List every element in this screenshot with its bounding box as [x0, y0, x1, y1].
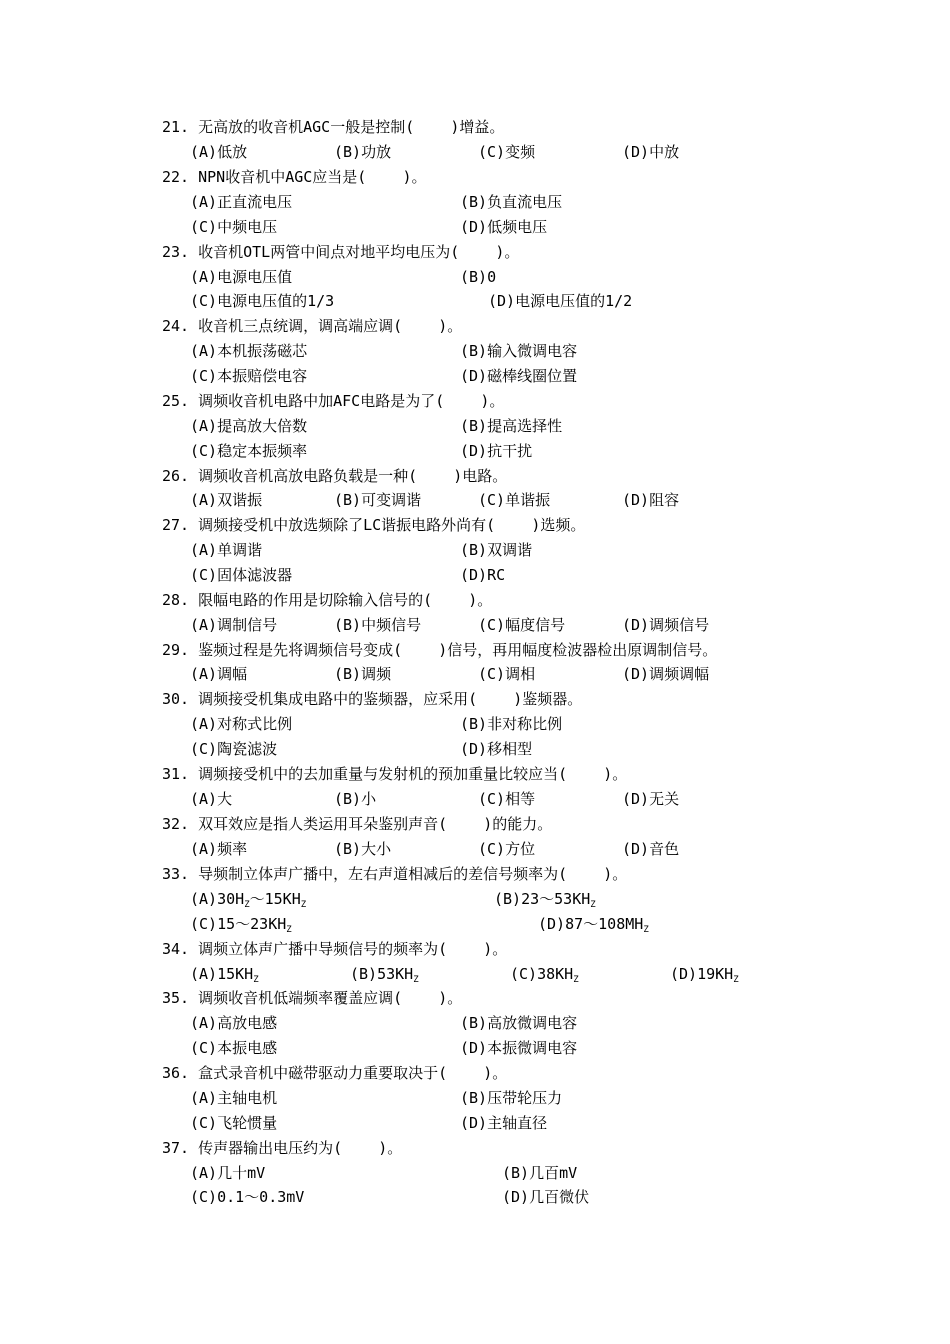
option-36-a: (A)主轴电机 — [190, 1089, 278, 1107]
option-29-a: (A)调幅 — [190, 665, 248, 683]
option-33-d: $(D)87\sim 108MH_Z$ — [538, 915, 649, 935]
question-35: 35. 调频收音机低端频率覆盖应调( )。 — [162, 989, 463, 1007]
option-23-b: (B)0 — [460, 268, 497, 286]
question-26: 26. 调频收音机高放电路负载是一种( )电路。 — [162, 467, 508, 485]
option-21-b: (B)功放 — [334, 143, 392, 161]
option-21-d: (D)中放 — [622, 143, 680, 161]
question-24: 24. 收音机三点统调，调高端应调( )。 — [162, 317, 463, 335]
question-31: 31. 调频接受机中的去加重量与发射机的预加重量比较应当( )。 — [162, 765, 628, 783]
option-32-b: (B)大小 — [334, 840, 392, 858]
option-35-c: (C)本振电感 — [190, 1039, 278, 1057]
option-22-a: (A)正直流电压 — [190, 193, 293, 211]
option-23-c: (C)电源电压值的1/3 — [190, 292, 335, 310]
option-35-b: (B)高放微调电容 — [460, 1014, 578, 1032]
option-21-a: (A)低放 — [190, 143, 248, 161]
option-35-a: (A)高放电感 — [190, 1014, 278, 1032]
option-28-b: (B)中频信号 — [334, 616, 422, 634]
option-34-a: $(A)15KH_Z$ — [190, 965, 259, 985]
option-34-d: $(D)19KH_Z$ — [670, 965, 739, 985]
question-29: 29. 鉴频过程是先将调频信号变成( )信号，再用幅度检波器检出原调制信号。 — [162, 641, 718, 659]
option-29-d: (D)调频调幅 — [622, 665, 710, 683]
option-27-c: (C)固体滤波器 — [190, 566, 293, 584]
option-26-d: (D)阻容 — [622, 491, 680, 509]
option-26-b: (B)可变调谐 — [334, 491, 422, 509]
option-31-a: (A)大 — [190, 790, 233, 808]
option-36-b: (B)压带轮压力 — [460, 1089, 563, 1107]
option-22-c: (C)中频电压 — [190, 218, 278, 236]
option-29-c: (C)调相 — [478, 665, 536, 683]
option-32-a: (A)频率 — [190, 840, 248, 858]
option-28-d: (D)调频信号 — [622, 616, 710, 634]
question-33: 33. 导频制立体声广播中，左右声道相减后的差信号频率为( )。 — [162, 865, 628, 883]
question-28: 28. 限幅电路的作用是切除输入信号的( )。 — [162, 591, 493, 609]
option-25-d: (D)抗干扰 — [460, 442, 533, 460]
option-23-d: (D)电源电压值的1/2 — [488, 292, 633, 310]
option-26-c: (C)单谐振 — [478, 491, 551, 509]
option-21-c: (C)变频 — [478, 143, 536, 161]
question-30: 30. 调频接受机集成电路中的鉴频器，应采用( )鉴频器。 — [162, 690, 583, 708]
option-37-c: (C)0.1～0.3mV — [190, 1188, 305, 1206]
option-29-b: (B)调频 — [334, 665, 392, 683]
option-23-a: (A)电源电压值 — [190, 268, 293, 286]
option-32-d: (D)音色 — [622, 840, 680, 858]
option-24-c: (C)本振赔偿电容 — [190, 367, 308, 385]
option-24-d: (D)磁棒线圈位置 — [460, 367, 578, 385]
option-31-d: (D)无关 — [622, 790, 680, 808]
option-27-b: (B)双调谐 — [460, 541, 533, 559]
option-28-c: (C)幅度信号 — [478, 616, 566, 634]
option-30-b: (B)非对称比例 — [460, 715, 563, 733]
option-25-c: (C)稳定本振频率 — [190, 442, 308, 460]
option-36-d: (D)主轴直径 — [460, 1114, 548, 1132]
question-23: 23. 收音机OTL两管中间点对地平均电压为( )。 — [162, 243, 520, 261]
option-31-b: (B)小 — [334, 790, 377, 808]
option-30-d: (D)移相型 — [460, 740, 533, 758]
option-37-a: (A)几十mV — [190, 1164, 266, 1182]
option-32-c: (C)方位 — [478, 840, 536, 858]
option-35-d: (D)本振微调电容 — [460, 1039, 578, 1057]
option-28-a: (A)调制信号 — [190, 616, 278, 634]
option-36-c: (C)飞轮惯量 — [190, 1114, 278, 1132]
option-33-c: $(C)15\sim 23KH_Z$ — [190, 915, 292, 935]
option-33-a: $(A)30H_Z\sim 15KH_Z$ — [190, 890, 307, 910]
option-30-c: (C)陶瓷滤波 — [190, 740, 278, 758]
option-37-d: (D)几百微伏 — [502, 1188, 590, 1206]
option-26-a: (A)双谐振 — [190, 491, 263, 509]
question-37: 37. 传声器输出电压约为( )。 — [162, 1139, 403, 1157]
option-25-a: (A)提高放大倍数 — [190, 417, 308, 435]
question-32: 32. 双耳效应是指人类运用耳朵鉴别声音( )的能力。 — [162, 815, 553, 833]
question-36: 36. 盒式录音机中磁带驱动力重要取决于( )。 — [162, 1064, 508, 1082]
option-33-b: $(B)23\sim 53KH_Z$ — [494, 890, 596, 910]
question-25: 25. 调频收音机电路中加AFC电路是为了( )。 — [162, 392, 505, 410]
option-22-b: (B)负直流电压 — [460, 193, 563, 211]
option-22-d: (D)低频电压 — [460, 218, 548, 236]
question-22: 22. NPN收音机中AGC应当是( )。 — [162, 168, 427, 186]
option-37-b: (B)几百mV — [502, 1164, 578, 1182]
question-27: 27. 调频接受机中放选频除了LC谐振电路外尚有( )选频。 — [162, 516, 586, 534]
option-30-a: (A)对称式比例 — [190, 715, 293, 733]
question-21: 21. 无高放的收音机AGC一般是控制( )增益。 — [162, 118, 505, 136]
option-24-a: (A)本机振荡磁芯 — [190, 342, 308, 360]
option-27-d: (D)RC — [460, 566, 506, 584]
question-34: 34. 调频立体声广播中导频信号的频率为( )。 — [162, 940, 508, 958]
option-34-c: $(C)38KH_Z$ — [510, 965, 579, 985]
option-27-a: (A)单调谐 — [190, 541, 263, 559]
option-31-c: (C)相等 — [478, 790, 536, 808]
option-24-b: (B)输入微调电容 — [460, 342, 578, 360]
option-34-b: $(B)53KH_Z$ — [350, 965, 419, 985]
option-25-b: (B)提高选择性 — [460, 417, 563, 435]
